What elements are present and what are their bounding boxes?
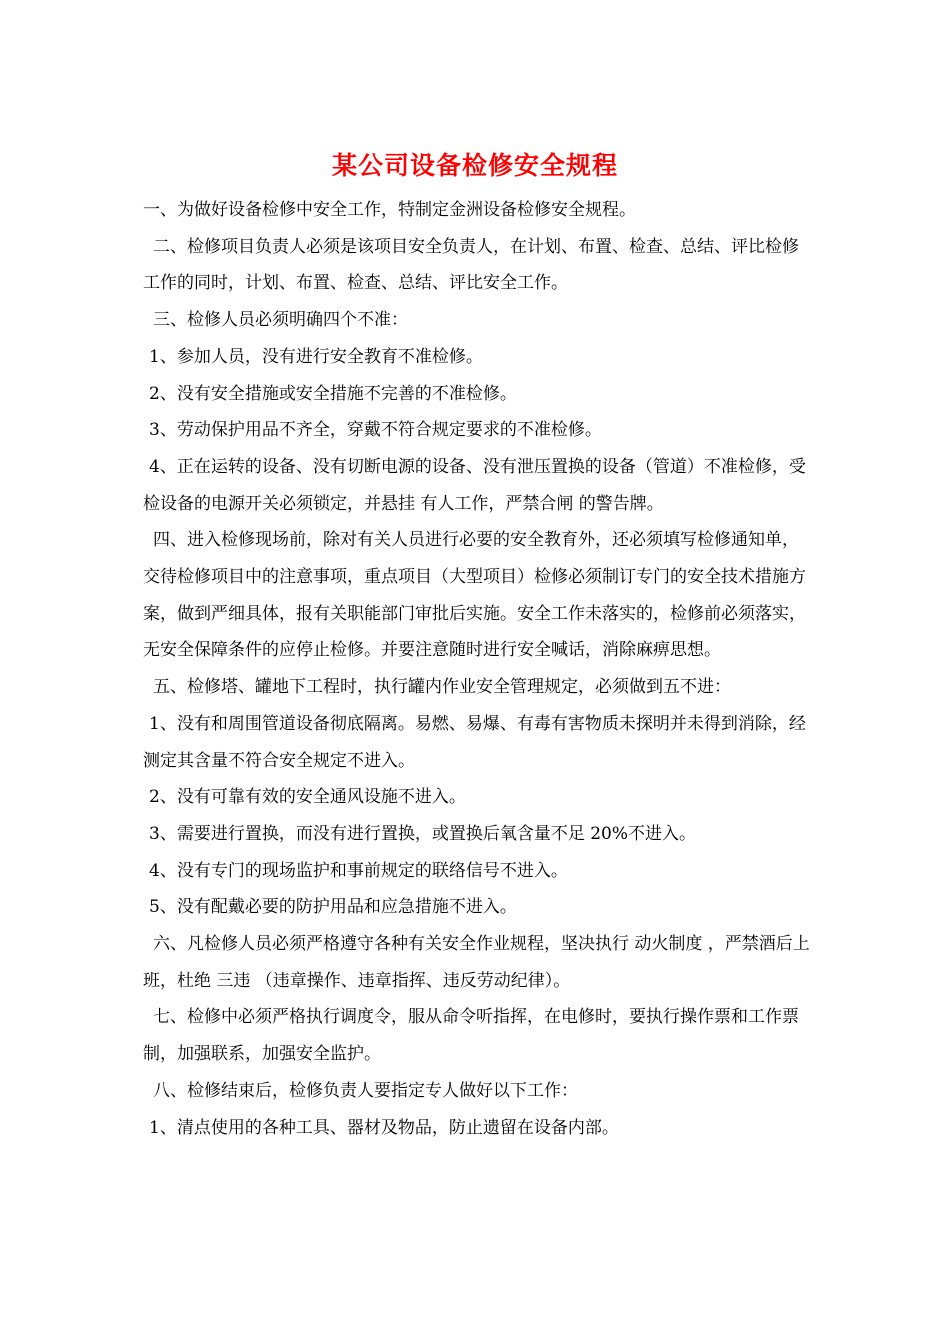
paragraph-3-item-4: 4、正在运转的设备、没有切断电源的设备、没有泄压置换的设备（管道）不准检修，受检设备的电源开关必须锁定，并悬挂 有人工作，严禁合闸 的警告牌。 xyxy=(143,456,806,514)
paragraph-3-item-2: 2、没有安全措施或安全措施不完善的不准检修。 xyxy=(149,383,517,404)
document-title: 某公司设备检修安全规程 xyxy=(331,151,618,180)
paragraph-8-item-1: 1、清点使用的各种工具、器材及物品，防止遗留在设备内部。 xyxy=(149,1117,619,1138)
paragraph-3-item-3: 3、劳动保护用品不齐全，穿戴不符合规定要求的不准检修。 xyxy=(149,420,602,441)
paragraph-6: 六、凡检修人员必须严格遵守各种有关安全作业规程，坚决执行 动火制度 ，严禁酒后上班，杜绝 三违 （违章操作、违章指挥、违反劳动纪律）。 xyxy=(143,934,810,991)
paragraph-4: 四、进入检修现场前，除对有关人员进行必要的安全教育外，还必须填写检修通知单，交待检修项目中的注意事项，重点项目（大型项目）检修必须制订专门的安全技术措施方案，做到严细具体，报有关职能部门审批后实施。安全工作未落实的，检修前必须落实，无安全保障条件的应停止检修。并要注意随时进行安全喊话，消除麻痹思想。 xyxy=(143,530,806,661)
paragraph-7: 七、检修中必须严格执行调度令，服从命令听指挥，在电修时，要执行操作票和工作票制，加强联系，加强安全监护。 xyxy=(143,1007,799,1065)
paragraph-3: 三、检修人员必须明确四个不准： xyxy=(153,310,408,331)
paragraph-2: 二、检修项目负责人必须是该项目安全负责人，在计划、布置、检查、总结、评比检修工作的同时，计划、布置、检查、总结、评比安全工作。 xyxy=(143,236,799,294)
paragraph-5-item-5: 5、没有配戴必要的防护用品和应急措施不进入。 xyxy=(149,897,517,918)
paragraph-5-item-2: 2、没有可靠有效的安全通风设施不进入。 xyxy=(149,787,466,808)
paragraph-1: 一、为做好设备检修中安全工作，特制定金洲设备检修安全规程。 xyxy=(143,200,636,220)
paragraph-5-item-3: 3、需要进行置换，而没有进行置换，或置换后氧含量不足 20%不进入。 xyxy=(149,823,697,844)
document-body xyxy=(143,192,811,1146)
paragraph-3-item-1: 1、参加人员，没有进行安全教育不准检修。 xyxy=(149,346,483,367)
paragraph-5-item-1: 1、没有和周围管道设备彻底隔离。易燃、易爆、有毒有害物质未探明并未得到消除，经测定其含量不符合安全规定不进入。 xyxy=(143,713,806,771)
paragraph-5: 五、检修塔、罐地下工程时，执行罐内作业安全管理规定，必须做到五不进： xyxy=(153,677,731,698)
paragraph-5-item-4: 4、没有专门的现场监护和事前规定的联络信号不进入。 xyxy=(149,860,568,881)
paragraph-8: 八、检修结束后，检修负责人要指定专人做好以下工作： xyxy=(153,1080,578,1101)
